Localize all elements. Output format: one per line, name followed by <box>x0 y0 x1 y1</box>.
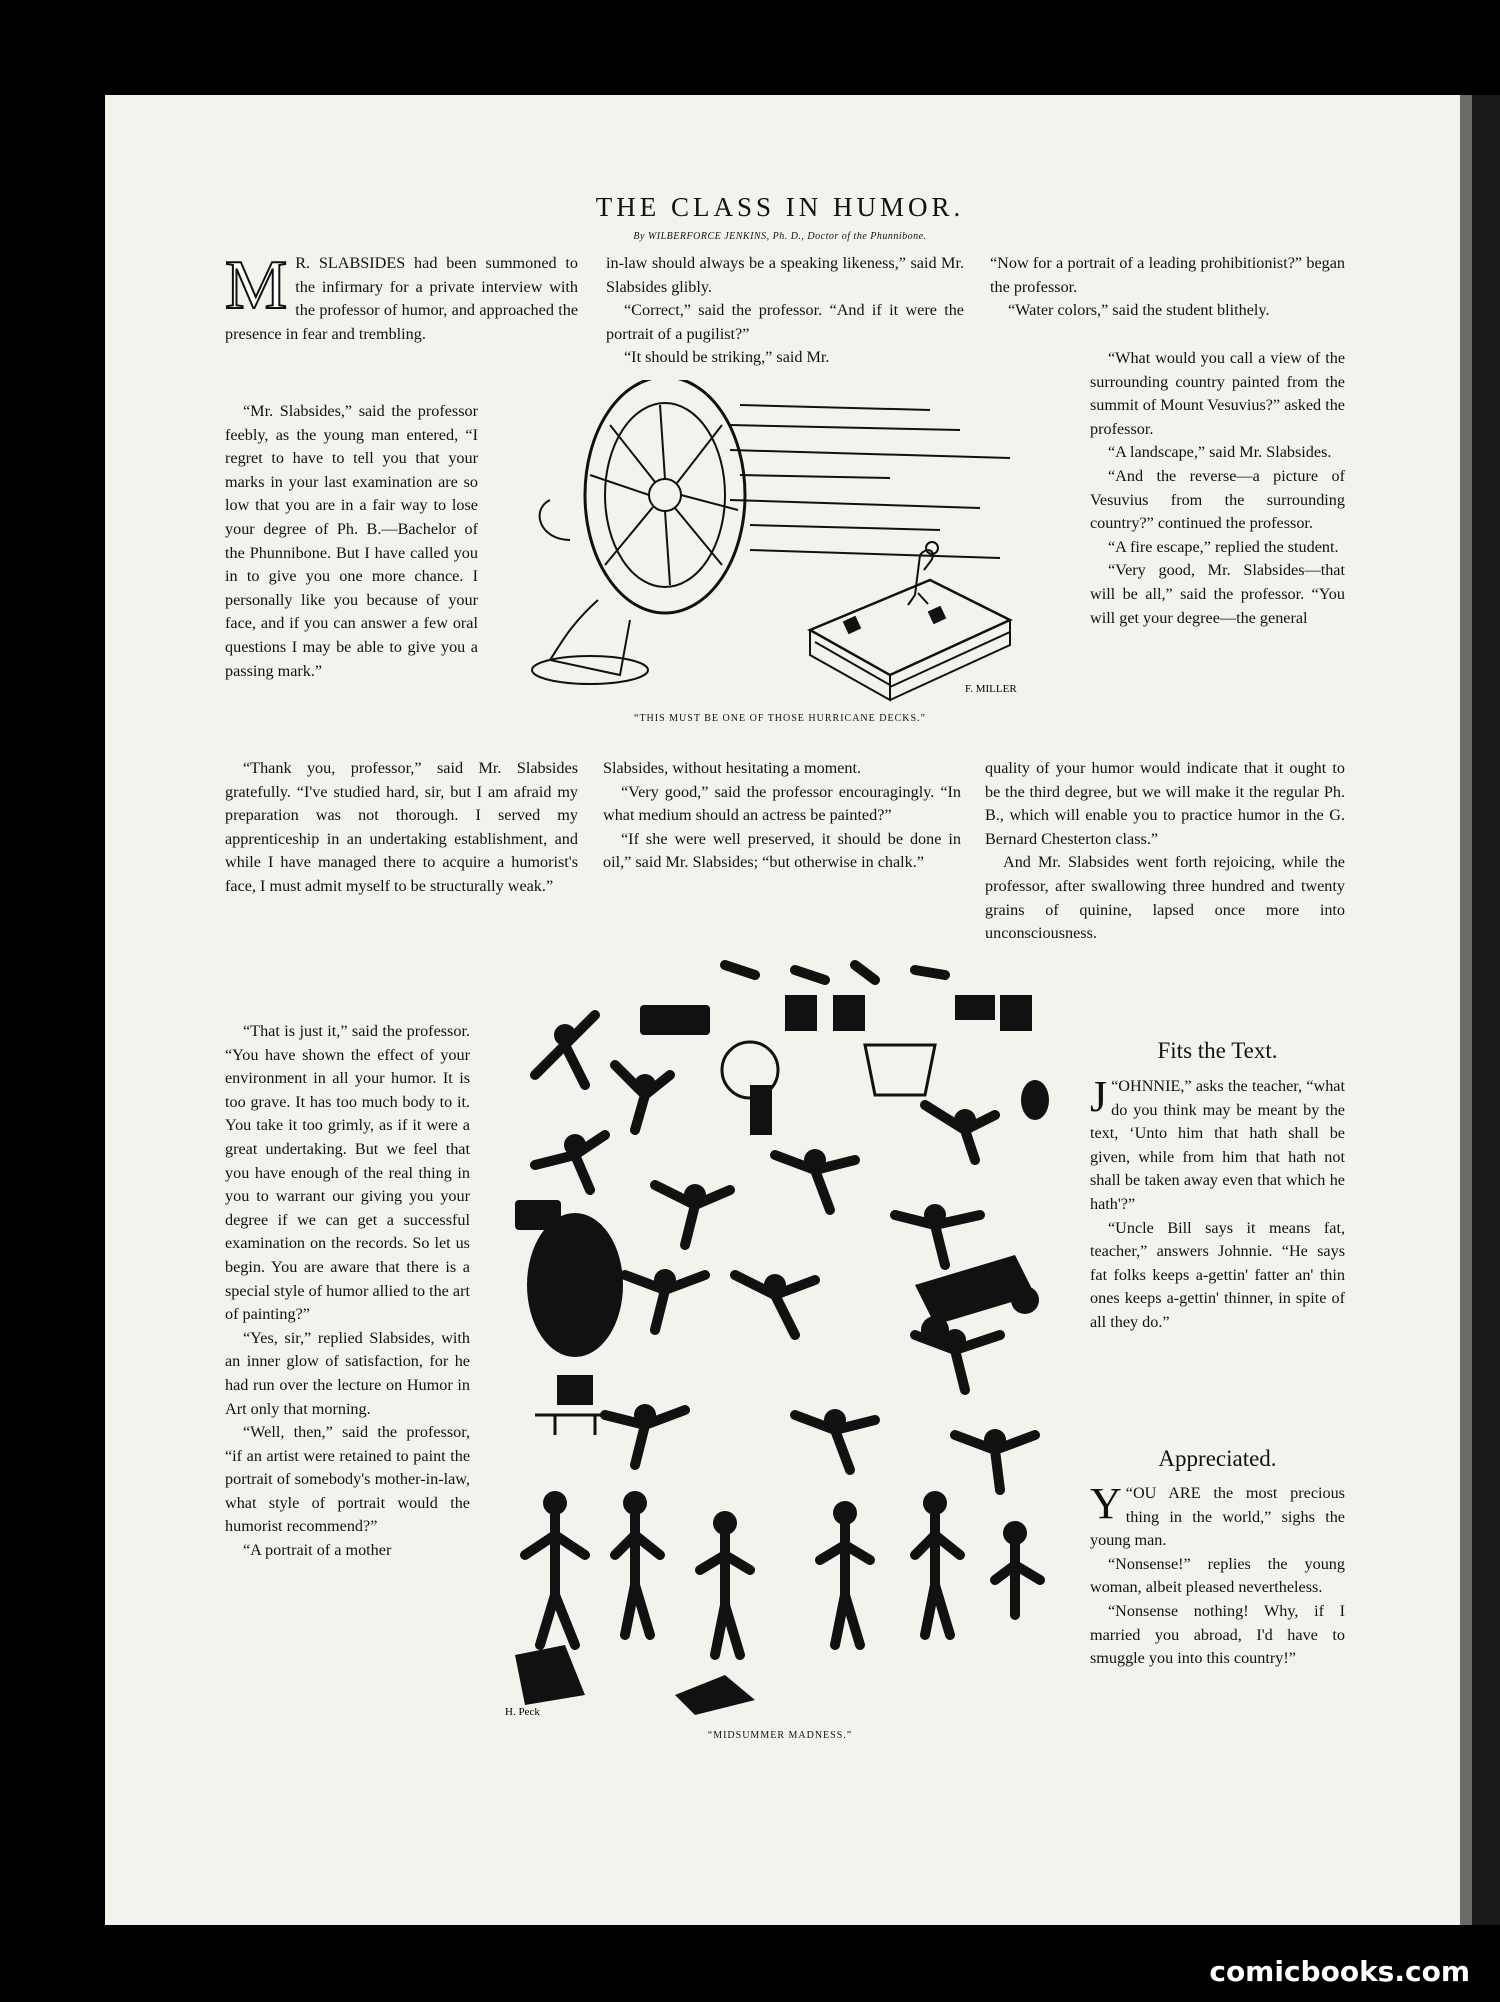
page-edge <box>1460 95 1472 1925</box>
paragraph: “Mr. Slabsides,” said the professor feebly, as the young man entered, “I regret to have to tell you that your marks in your last examination are so low that you are in a fair way to lose your degree of Ph. B.—Bachelor of the Phunnibone. But I have called you in to give you one more chance. I personally like you because of your face, and if you can answer a few oral questions I may be able to give you a passing mark.” <box>225 402 478 680</box>
paragraph: “If she were well preserved, it should be done in oil,” said Mr. Slabsides; “but otherwise in chalk.” <box>603 829 961 872</box>
paragraph: And Mr. Slabsides went forth rejoicing, while the professor, after swallowing three hundred and twenty grains of quinine, lapsed once more into unconsciousness. <box>985 853 1345 943</box>
column-1-wide <box>225 757 578 899</box>
paragraph: Y “OU ARE the most precious thing in the world,” sighs the young man. <box>1090 1479 1345 1550</box>
article-byline: By WILBERFORCE JENKINS, Ph. D., Doctor of the Phunnibone. <box>633 231 927 242</box>
paragraph: “Nonsense!” replies the young woman, albeit pleased nevertheless. <box>1090 1554 1345 1597</box>
paragraph: “Now for a portrait of a leading prohibitionist?” began the professor. <box>990 254 1345 296</box>
paragraph: “Correct,” said the professor. “And if it were the portrait of a pugilist?” <box>606 301 964 343</box>
drop-cap: Y <box>1090 1479 1122 1528</box>
paragraph: “That is just it,” said the professor. “You have shown the effect of your environment in all your humor. It is too grave. It has too much body to it. You take it too grimly, as if it were a great undertaking. But we feel that you have enough of the real thing in you to warrant our giving you your degree if we can get a successful examination on the records. So let us begin. You are aware that there is a special style of humor allied to the art of painting?” <box>225 1022 470 1324</box>
illustration-2-signature: H. Peck <box>505 1706 540 1718</box>
drop-cap: J <box>1090 1072 1108 1121</box>
column-1-bottom <box>225 1020 470 1563</box>
paragraph: “Water colors,” said the student blithely. <box>1008 301 1270 320</box>
paragraph: “Nonsense nothing! Why, if I married you abroad, I'd have to smuggle you into this country!” <box>1090 1601 1345 1668</box>
drop-cap: M <box>225 247 288 324</box>
fits-body <box>1090 1072 1345 1335</box>
appreciated-body <box>1090 1479 1345 1671</box>
illustration-2-caption: “MIDSUMMER MADNESS.” <box>707 1730 853 1741</box>
paragraph: quality of your humor would indicate that it ought to be the third degree, but we will make it the regular Ph. B., which will enable you to practice humor in the G. Bernard Chesterton class.” <box>985 759 1345 848</box>
paragraph: “Yes, sir,” replied Slabsides, with an inner glow of satisfaction, for he had run over the lecture on Humor in Art only that morning. <box>225 1328 470 1418</box>
appreciated-heading: Appreciated. <box>1158 1446 1277 1471</box>
column-1-narrow <box>225 400 478 683</box>
paragraph: “Well, then,” said the professor, “if an artist were retained to paint the portrait of somebody's mother-in-law, what style of portrait would the humorist recommend?” <box>225 1423 470 1536</box>
paragraph: “A landscape,” said Mr. Slabsides. <box>1108 443 1332 462</box>
paragraph: “Very good, Mr. Slabsides—that will be all,” said the professor. “You will get your degree—the general <box>1090 561 1345 627</box>
paragraph: in-law should always be a speaking likeness,” said Mr. Slabsides glibly. <box>606 254 964 296</box>
hurricane-deck-illustration <box>510 380 1060 710</box>
paragraph: “A portrait of a mother <box>243 1541 392 1560</box>
column-3-mid <box>985 757 1345 946</box>
paragraph: “A fire escape,” replied the student. <box>1108 537 1339 556</box>
paragraph: J “OHNNIE,” asks the teacher, “what do you think may be meant by the text, ‘Unto him that hath shall be given, while from him that hath not shall be taken away even that which he hath'?” <box>1090 1072 1345 1213</box>
illustration-1-caption: “THIS MUST BE ONE OF THOSE HURRICANE DECKS.” <box>634 713 926 724</box>
paragraph: “Very good,” said the professor encouragingly. “In what medium should an actress be painted?” <box>603 782 961 825</box>
page-edge-dark <box>1472 95 1500 1925</box>
column-3-top <box>990 252 1345 323</box>
column-2-mid <box>603 757 961 875</box>
midsummer-madness-illustration <box>495 955 1055 1720</box>
paragraph: “Uncle Bill says it means fat, teacher,” answers Johnnie. “He says fat folks keeps a-gettin' fatter an' thin ones keeps a-gettin' thinner, in spite of all they do.” <box>1090 1218 1345 1331</box>
watermark: comicbooks.com <box>1209 1955 1470 1988</box>
paragraph: “What would you call a view of the surrounding country painted from the summit of Mount Vesuvius?” asked the professor. <box>1090 349 1345 438</box>
paragraph: M R. SLABSIDES had been summoned to the infirmary for a private interview with the professor of humor, and approached the presence in fear and trembling. <box>225 247 578 343</box>
column-1-top <box>225 247 578 346</box>
paragraph: “And the reverse—a picture of Vesuvius from the surrounding country?” continued the professor. <box>1090 466 1345 533</box>
column-2-top <box>606 252 964 370</box>
illustration-1-signature: F. MILLER <box>965 683 1017 695</box>
article-title: THE CLASS IN HUMOR. <box>595 192 965 222</box>
paragraph: “Thank you, professor,” said Mr. Slabsides gratefully. “I've studied hard, sir, but I am afraid my preparation was not thorough. I served my apprenticeship in an undertaking establishment, and while I have managed there to acquire a humorist's face, I must admit myself to be structurally weak.” <box>225 759 578 895</box>
paragraph: Slabsides, without hesitating a moment. <box>603 759 862 777</box>
paragraph: “It should be striking,” said Mr. <box>624 348 830 367</box>
column-3-narrow <box>1090 347 1345 630</box>
fits-heading: Fits the Text. <box>1157 1038 1278 1063</box>
